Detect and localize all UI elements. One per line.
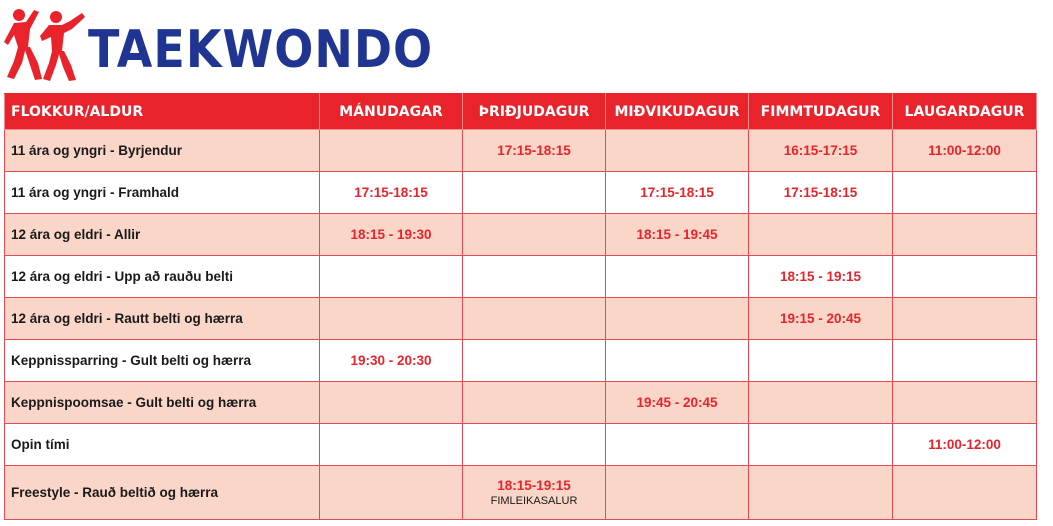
- time-cell: [606, 130, 749, 172]
- group-cell: Opin tími: [5, 424, 320, 466]
- table-row: [5, 256, 1037, 298]
- time-cell: 16:15-17:15: [749, 130, 893, 172]
- time-cell: [893, 256, 1037, 298]
- time-cell: [606, 466, 749, 520]
- time-cell: [320, 466, 463, 520]
- time-cell: [606, 424, 749, 466]
- group-cell: 11 ára og yngri - Byrjendur: [5, 130, 320, 172]
- time-cell: [463, 340, 606, 382]
- time-cell: [893, 172, 1037, 214]
- time-value: 18:15-19:15: [497, 478, 571, 493]
- table-row: [5, 130, 1037, 172]
- group-cell: Keppnissparring - Gult belti og hærra: [5, 340, 320, 382]
- time-cell: 17:15-18:15: [749, 172, 893, 214]
- time-cell: [749, 424, 893, 466]
- time-cell: 18:15 - 19:30: [320, 214, 463, 256]
- time-cell: [463, 172, 606, 214]
- time-cell: [606, 298, 749, 340]
- time-cell: [749, 466, 893, 520]
- time-cell: [320, 298, 463, 340]
- column-header-thursday: FIMMTUDAGUR: [749, 94, 893, 130]
- group-cell: 11 ára og yngri - Framhald: [5, 172, 320, 214]
- time-cell: [463, 382, 606, 424]
- time-cell: [893, 382, 1037, 424]
- time-cell: 17:15-18:15: [606, 172, 749, 214]
- time-cell: [320, 256, 463, 298]
- time-cell: [893, 298, 1037, 340]
- time-cell: [749, 214, 893, 256]
- sparring-figures-icon: [4, 5, 86, 83]
- time-cell: [320, 424, 463, 466]
- time-cell: 18:15 - 19:15: [749, 256, 893, 298]
- time-cell: [606, 256, 749, 298]
- table-row: [5, 424, 1037, 466]
- table-row: [5, 214, 1037, 256]
- time-cell: [749, 340, 893, 382]
- group-cell: 12 ára og eldri - Upp að rauðu belti: [5, 256, 320, 298]
- time-cell: [606, 340, 749, 382]
- group-cell: 12 ára og eldri - Allir: [5, 214, 320, 256]
- time-cell: [463, 298, 606, 340]
- table-row: [5, 340, 1037, 382]
- table-row: [5, 466, 1037, 520]
- time-cell-with-note: [463, 466, 606, 520]
- time-cell: [749, 382, 893, 424]
- header-row: [5, 94, 1037, 130]
- logo: [4, 4, 433, 84]
- time-cell: [320, 130, 463, 172]
- table-row: [5, 172, 1037, 214]
- table-row: [5, 298, 1037, 340]
- group-cell: Freestyle - Rauð beltið og hærra: [5, 466, 320, 520]
- location-note: FIMLEIKASALUR: [490, 495, 578, 507]
- time-cell: 19:15 - 20:45: [749, 298, 893, 340]
- group-cell: Keppnispoomsae - Gult belti og hærra: [5, 382, 320, 424]
- column-header-saturday: LAUGARDAGUR: [893, 94, 1037, 130]
- time-cell: 17:15-18:15: [320, 172, 463, 214]
- time-cell: [893, 340, 1037, 382]
- time-cell: 19:30 - 20:30: [320, 340, 463, 382]
- page-title: TAEKWONDO: [88, 18, 434, 80]
- time-cell: [893, 466, 1037, 520]
- time-cell: [463, 214, 606, 256]
- time-cell: 11:00-12:00: [893, 130, 1037, 172]
- column-header-wednesday: MIÐVIKUDAGUR: [606, 94, 749, 130]
- table-row: [5, 382, 1037, 424]
- time-cell: 17:15-18:15: [463, 130, 606, 172]
- column-header-tuesday: ÞRIÐJUDAGUR: [463, 94, 606, 130]
- time-cell: 11:00-12:00: [893, 424, 1037, 466]
- group-cell: 12 ára og eldri - Rautt belti og hærra: [5, 298, 320, 340]
- schedule-table: [4, 93, 1037, 520]
- time-cell: [320, 382, 463, 424]
- column-header-monday: MÁNUDAGAR: [320, 94, 463, 130]
- time-cell: 18:15 - 19:45: [606, 214, 749, 256]
- time-cell: [463, 256, 606, 298]
- column-header-group: FLOKKUR/ALDUR: [5, 94, 320, 130]
- time-cell: [463, 424, 606, 466]
- time-cell: 19:45 - 20:45: [606, 382, 749, 424]
- time-cell: [893, 214, 1037, 256]
